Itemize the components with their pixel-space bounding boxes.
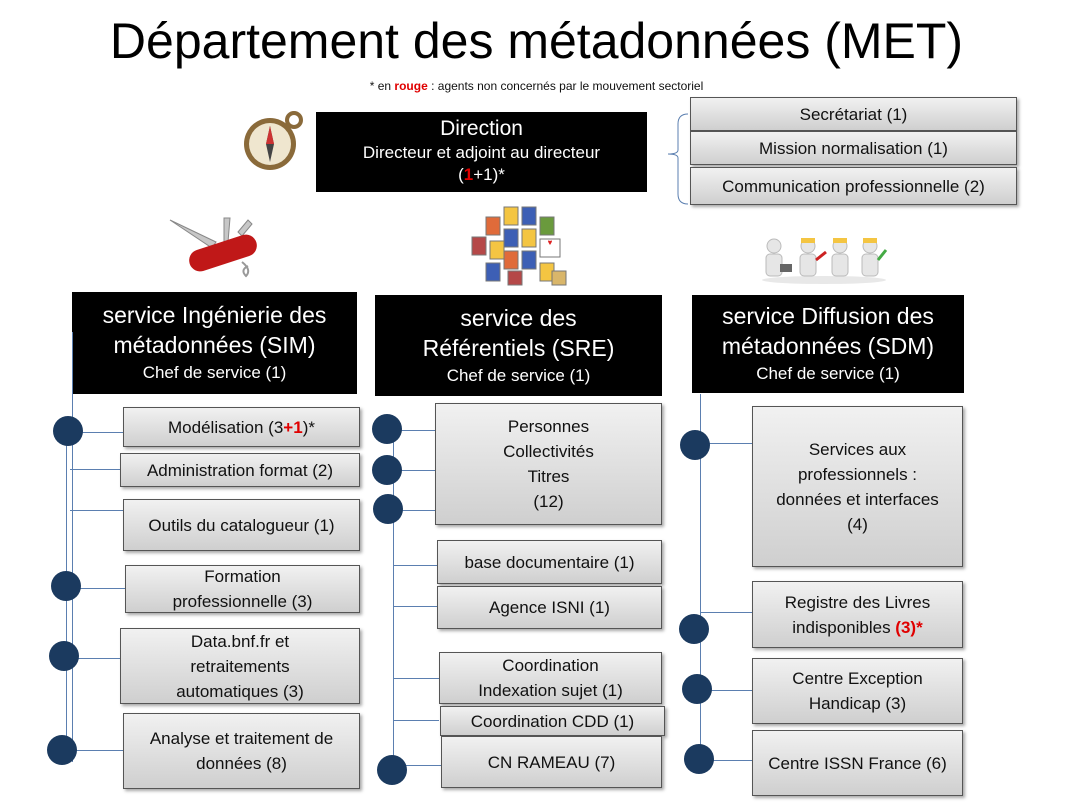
unit-modelisation bbox=[123, 407, 360, 447]
service-sdm-box bbox=[692, 295, 964, 393]
formation-line2: professionnelle (3) bbox=[172, 592, 313, 611]
service-sre-box bbox=[375, 295, 662, 396]
databnf-line3: automatiques (3) bbox=[176, 681, 304, 701]
service-sim-chef: Chef de service (1) bbox=[142, 363, 287, 382]
workers-icon bbox=[760, 234, 888, 284]
note-red-word: rouge bbox=[394, 79, 428, 93]
direction-count-rest: +1)* bbox=[473, 165, 505, 184]
unit-registre-livres bbox=[752, 581, 963, 648]
coordination-line1: Coordination bbox=[502, 656, 599, 675]
tarot-cards-icon bbox=[470, 205, 570, 287]
services-line3: données et interfaces bbox=[776, 489, 939, 509]
staff-unit-mission-normalisation: Mission normalisation (1) bbox=[690, 131, 1017, 165]
direction-box bbox=[316, 112, 647, 192]
service-sim-box bbox=[72, 292, 357, 394]
unit-agence-isni: Agence ISNI (1) bbox=[437, 586, 662, 629]
services-line1: Services aux bbox=[808, 439, 907, 459]
sre-branch-7 bbox=[393, 720, 439, 721]
sre-dot-2 bbox=[372, 455, 402, 485]
unit-modelisation-label bbox=[168, 415, 315, 440]
registre-line2 bbox=[792, 615, 922, 640]
sdm-dot-1 bbox=[680, 430, 710, 460]
services-line2: professionnels : bbox=[797, 464, 918, 484]
direction-count bbox=[316, 164, 647, 186]
service-sre-line2: Référentiels (SRE) bbox=[422, 335, 615, 361]
swiss-knife-icon bbox=[168, 212, 268, 280]
unit-centre-exception bbox=[752, 658, 963, 724]
direction-count-open: ( bbox=[458, 165, 464, 184]
analyse-line2: données (8) bbox=[196, 754, 287, 773]
centre-exception-line2: Handicap (3) bbox=[808, 694, 907, 713]
centre-exception-line1: Centre Exception bbox=[792, 669, 923, 688]
personnes-line3: Titres bbox=[527, 467, 570, 486]
personnes-line4: (12) bbox=[533, 492, 564, 511]
modelisation-prefix: Modélisation (3 bbox=[168, 417, 284, 437]
coordination-line2: Indexation sujet (1) bbox=[478, 681, 623, 700]
sre-dot-3 bbox=[373, 494, 403, 524]
staff-unit-secretariat: Secrétariat (1) bbox=[690, 97, 1017, 131]
compass-icon bbox=[240, 108, 306, 174]
unit-base-documentaire: base documentaire (1) bbox=[437, 540, 662, 584]
direction-title: Direction bbox=[440, 117, 523, 140]
sim-dot-1 bbox=[53, 416, 83, 446]
sre-dot-4 bbox=[377, 755, 407, 785]
sim-dot-4 bbox=[47, 735, 77, 765]
sim-dot-3 bbox=[49, 641, 79, 671]
formation-line1: Formation bbox=[204, 567, 281, 586]
unit-coordination-cdd: Coordination CDD (1) bbox=[440, 706, 665, 736]
sre-dot-1 bbox=[372, 414, 402, 444]
sre-branch-5 bbox=[393, 606, 437, 607]
service-sim-line2: métadonnées (SIM) bbox=[113, 332, 316, 358]
personnes-line1: Personnes bbox=[507, 417, 590, 436]
modelisation-suffix: )* bbox=[302, 417, 315, 437]
page-title: Département des métadonnées (MET) bbox=[109, 13, 964, 69]
sim-branch-6 bbox=[70, 750, 124, 751]
service-sdm-line2: métadonnées (SDM) bbox=[721, 333, 935, 359]
staff-unit-communication: Communication professionnelle (2) bbox=[690, 167, 1017, 205]
sdm-dot-2 bbox=[679, 614, 709, 644]
sre-branch-6 bbox=[393, 678, 439, 679]
sdm-dot-4 bbox=[684, 744, 714, 774]
sim-branch-3 bbox=[70, 510, 124, 511]
sim-trunk-line bbox=[72, 332, 73, 762]
service-sre-line1: service des bbox=[460, 305, 577, 331]
registre-line2-red: (3)* bbox=[895, 617, 923, 637]
unit-services-professionnels bbox=[752, 406, 963, 567]
direction-subtitle: Directeur et adjoint au directeur bbox=[362, 143, 601, 162]
unit-outils-catalogueur: Outils du catalogueur (1) bbox=[123, 499, 360, 551]
note-suffix: : agents non concernés par le mouvement sectoriel bbox=[427, 79, 704, 93]
note-prefix: * en bbox=[369, 79, 395, 93]
sim-dot-2 bbox=[51, 571, 81, 601]
unit-cn-rameau: CN RAMEAU (7) bbox=[441, 736, 662, 788]
unit-formation bbox=[125, 565, 360, 613]
sdm-dot-3 bbox=[682, 674, 712, 704]
modelisation-red: +1 bbox=[283, 417, 303, 437]
sim-branch-2 bbox=[70, 469, 122, 470]
unit-personnes-collectivites-titres bbox=[435, 403, 662, 525]
service-sre-chef: Chef de service (1) bbox=[446, 366, 591, 385]
registre-line1: Registre des Livres bbox=[784, 592, 931, 612]
sre-branch-4 bbox=[393, 565, 437, 566]
legend-note bbox=[0, 79, 1073, 93]
service-sdm-chef: Chef de service (1) bbox=[756, 364, 900, 383]
sdm-branch-2 bbox=[700, 612, 752, 613]
registre-line2-prefix: indisponibles bbox=[792, 617, 896, 637]
databnf-line2: retraitements bbox=[190, 656, 290, 676]
unit-administration-format: Administration format (2) bbox=[120, 453, 360, 487]
direction-count-red: 1 bbox=[463, 165, 474, 184]
unit-databnf bbox=[120, 628, 360, 704]
service-sim-line1: service Ingénierie des bbox=[102, 302, 327, 328]
personnes-line2: Collectivités bbox=[503, 442, 594, 461]
databnf-line1: Data.bnf.fr et bbox=[190, 631, 290, 651]
unit-centre-issn: Centre ISSN France (6) bbox=[752, 730, 963, 796]
unit-coordination-indexation bbox=[439, 652, 662, 704]
services-line4: (4) bbox=[847, 514, 868, 534]
unit-analyse-traitement bbox=[123, 713, 360, 789]
service-sdm-line1: service Diffusion des bbox=[722, 303, 934, 329]
analyse-line1: Analyse et traitement de bbox=[149, 729, 334, 748]
staff-bracket bbox=[660, 112, 692, 208]
